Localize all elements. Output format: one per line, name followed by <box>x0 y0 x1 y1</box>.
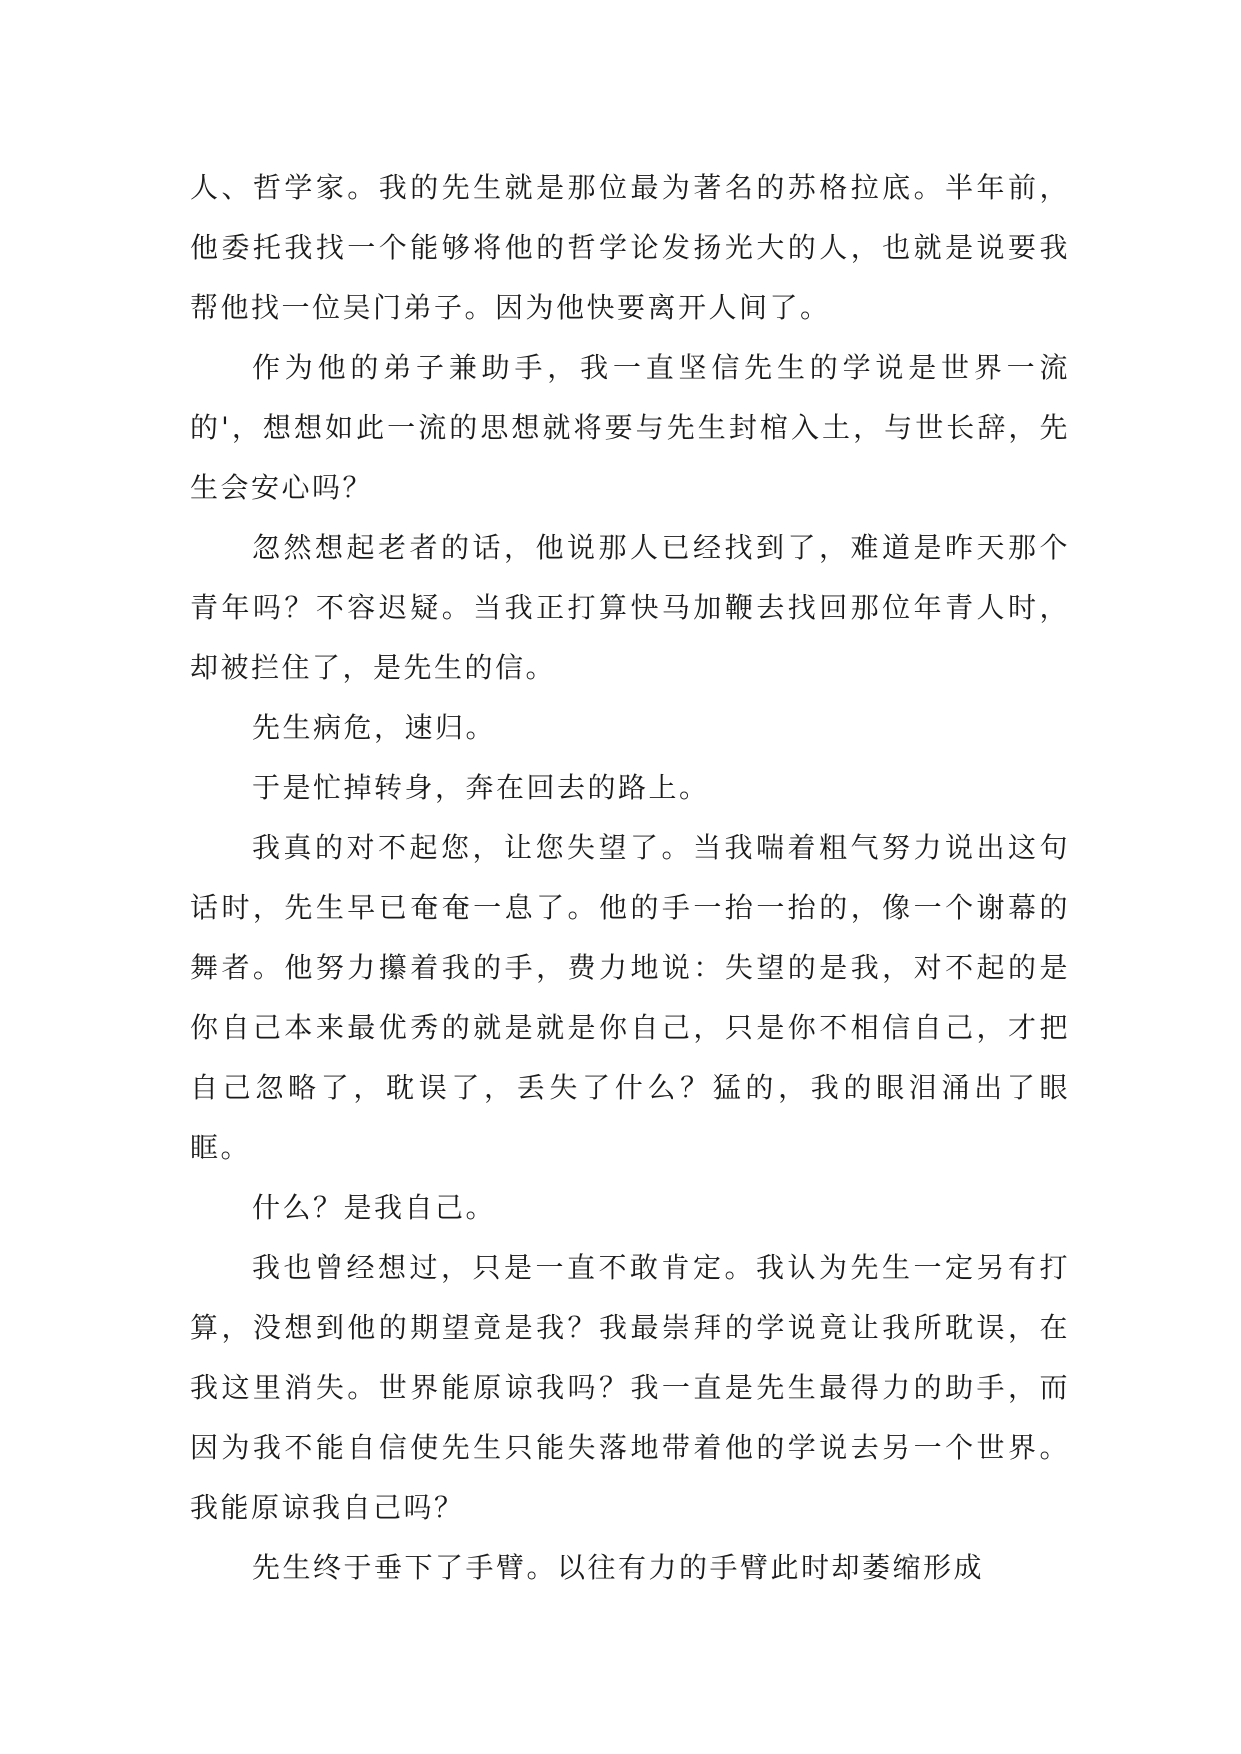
document-body <box>190 158 1070 1598</box>
paragraph-4: 先生病危，速归。 <box>252 711 497 744</box>
paragraph-3: 忽然想起老者的话，他说那人已经找到了，难道是昨天那个青年吗？不容迟疑。当我正打算快马加鞭去找回那位年青人时，却被拦住了，是先生的信。 <box>190 531 1070 684</box>
paragraph-8: 我也曾经想过，只是一直不敢肯定。我认为先生一定另有打算，没想到他的期望竟是我？我最崇拜的学说竟让我所耽误，在我这里消失。世界能原谅我吗？我一直是先生最得力的助手，而因为我不能自信使先生只能失落地带着他的学说去另一个世界。我能原谅我自己吗？ <box>190 1251 1070 1524</box>
paragraph-5: 于是忙掉转身，奔在回去的路上。 <box>252 771 710 804</box>
paragraph-9: 先生终于垂下了手臂。以往有力的手臂此时却萎缩形成 <box>252 1551 985 1584</box>
paragraph-2: 作为他的弟子兼助手，我一直坚信先生的学说是世界一流的'，想想如此一流的思想就将要与先生封棺入土，与世长辞，先生会安心吗？ <box>190 351 1070 504</box>
paragraph-6: 我真的对不起您，让您失望了。当我喘着粗气努力说出这句话时，先生早已奄奄一息了。他的手一抬一抬的，像一个谢幕的舞者。他努力攥着我的手，费力地说：失望的是我，对不起的是你自己本来最优秀的就是就是你自己，只是你不相信自己，才把自己忽略了，耽误了，丢失了什么？猛的，我的眼泪涌出了眼眶。 <box>190 831 1070 1164</box>
paragraph-7: 什么？是我自己。 <box>252 1191 497 1224</box>
paragraph-1: 人、哲学家。我的先生就是那位最为著名的苏格拉底。半年前，他委托我找一个能够将他的哲学论发扬光大的人，也就是说要我帮他找一位吴门弟子。因为他快要离开人间了。 <box>190 171 1070 324</box>
